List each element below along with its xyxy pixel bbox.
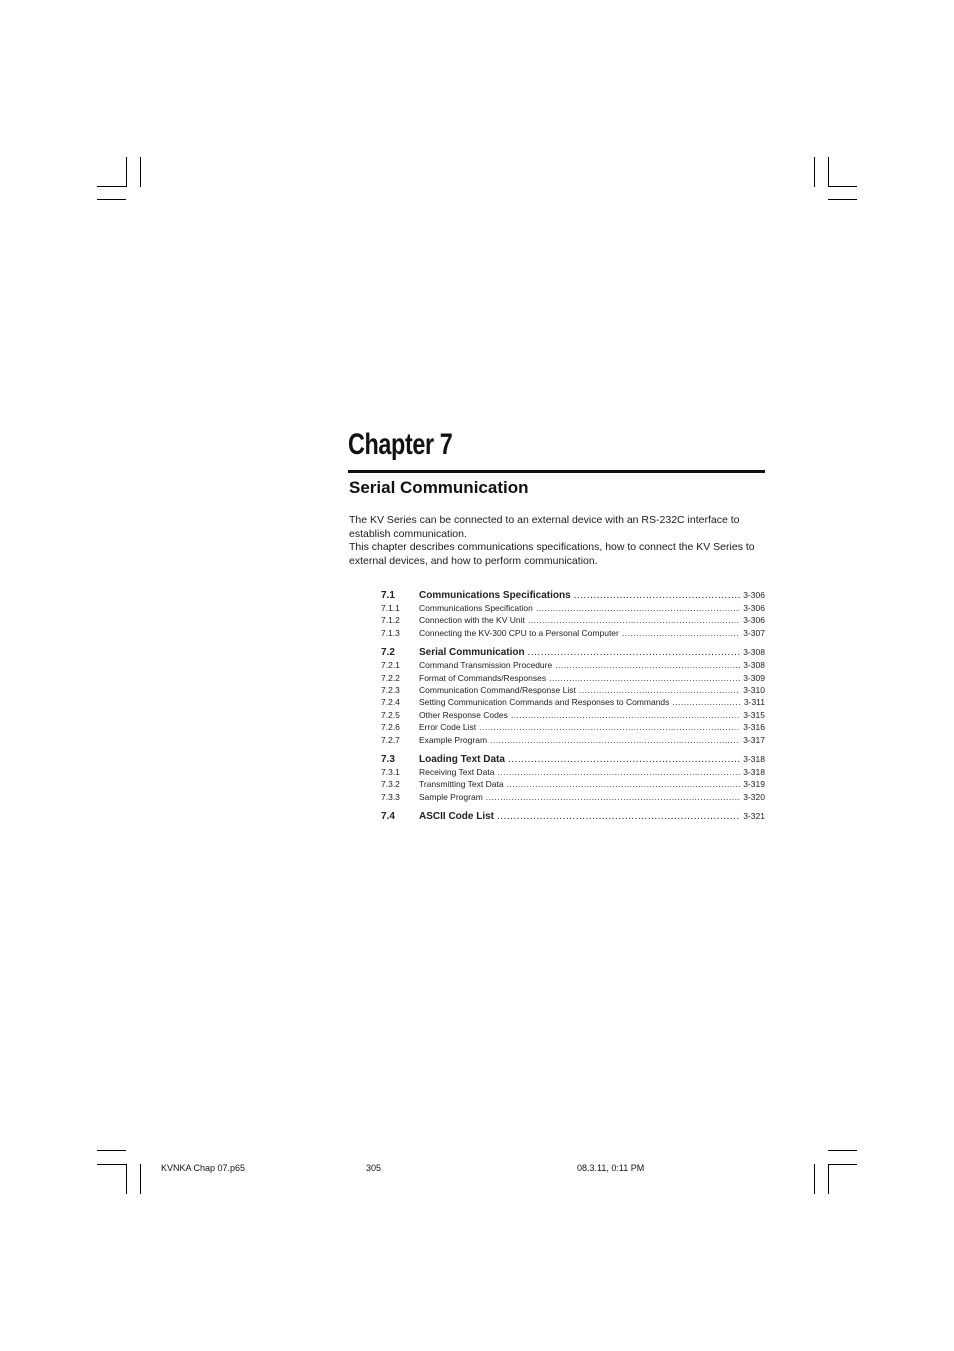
toc-leader-dots <box>574 589 741 603</box>
crop-mark <box>814 1164 815 1194</box>
table-of-contents <box>381 588 765 829</box>
toc-section-row[interactable] <box>381 809 765 823</box>
toc-entry-row[interactable] <box>381 672 765 684</box>
toc-title: Receiving Text Data <box>419 766 495 777</box>
toc-number: 7.3.1 <box>381 766 400 777</box>
toc-entry-row[interactable] <box>381 659 765 671</box>
toc-page: 3-318 <box>743 753 765 764</box>
toc-leader-dots <box>497 810 740 824</box>
toc-leader-dots <box>497 766 740 778</box>
toc-page: 3-320 <box>743 791 765 802</box>
toc-number: 7.2.5 <box>381 709 400 720</box>
toc-page: 3-307 <box>743 627 765 638</box>
toc-title: Error Code List <box>419 722 477 733</box>
intro-paragraph: This chapter describes communications specifications, how to connect the KV Series to external devices, and how to perform communication. <box>349 541 755 568</box>
toc-title: Setting Communication Commands and Responses to Commands <box>419 697 670 708</box>
toc-entry-row[interactable] <box>381 778 765 790</box>
toc-leader-dots <box>511 709 740 721</box>
crop-mark <box>814 157 815 187</box>
toc-entry-row[interactable] <box>381 627 765 639</box>
toc-page: 3-306 <box>743 590 765 600</box>
toc-page: 3-306 <box>743 615 765 626</box>
chapter-title: Chapter 7 <box>348 428 453 461</box>
toc-page: 3-309 <box>743 672 765 683</box>
toc-title: Example Program <box>419 734 488 745</box>
toc-entry-row[interactable] <box>381 709 765 721</box>
crop-mark <box>97 1150 126 1151</box>
toc-title: Loading Text Data <box>419 753 505 765</box>
toc-number: 7.1 <box>381 590 395 601</box>
toc-page: 3-308 <box>743 647 765 658</box>
toc-entry-row[interactable] <box>381 602 765 614</box>
toc-entry-row[interactable] <box>381 721 765 733</box>
toc-number: 7.2.3 <box>381 684 400 695</box>
toc-title: Format of Commands/Responses <box>419 672 547 683</box>
toc-leader-dots <box>536 602 740 614</box>
toc-number: 7.2.4 <box>381 697 400 708</box>
crop-mark <box>97 199 126 200</box>
toc-page: 3-318 <box>743 766 765 777</box>
crop-mark <box>126 157 127 187</box>
crop-mark <box>828 1150 857 1151</box>
crop-mark <box>828 1164 829 1194</box>
toc-number: 7.3 <box>381 753 395 765</box>
toc-number: 7.2.6 <box>381 722 400 733</box>
toc-page: 3-306 <box>743 603 765 613</box>
toc-page: 3-316 <box>743 722 765 733</box>
toc-leader-dots <box>508 753 740 767</box>
footer-page-number: 305 <box>366 1163 382 1173</box>
toc-title: Sample Program <box>419 791 483 802</box>
crop-mark <box>828 1164 857 1165</box>
toc-section <box>381 752 765 803</box>
toc-section <box>381 809 765 823</box>
toc-title: Connection with the KV Unit <box>419 615 525 626</box>
toc-number: 7.1.3 <box>381 627 400 638</box>
toc-title: Transmitting Text Data <box>419 779 504 790</box>
toc-entry-row[interactable] <box>381 766 765 778</box>
toc-entry-row[interactable] <box>381 734 765 746</box>
crop-mark <box>97 186 126 187</box>
toc-number: 7.2.1 <box>381 660 400 671</box>
toc-entry-row[interactable] <box>381 696 765 708</box>
crop-mark <box>140 157 141 187</box>
toc-leader-dots <box>486 791 740 803</box>
toc-entry-row[interactable] <box>381 791 765 803</box>
toc-page: 3-310 <box>743 684 765 695</box>
toc-number: 7.3.3 <box>381 791 400 802</box>
toc-entry-row[interactable] <box>381 684 765 696</box>
title-rule <box>348 470 765 473</box>
toc-page: 3-321 <box>743 811 765 822</box>
toc-page: 3-311 <box>743 697 765 708</box>
toc-number: 7.1.2 <box>381 615 400 626</box>
toc-section-row[interactable] <box>381 588 765 602</box>
toc-title: Other Response Codes <box>419 709 508 720</box>
toc-page: 3-317 <box>743 734 765 745</box>
toc-leader-dots <box>672 696 740 708</box>
toc-section-row[interactable] <box>381 752 765 766</box>
toc-title: Communications Specification <box>419 603 533 613</box>
footer-datetime: 08.3.11, 0:11 PM <box>577 1163 645 1173</box>
toc-leader-dots <box>549 672 740 684</box>
toc-entry-row[interactable] <box>381 614 765 626</box>
toc-title: Connecting the KV-300 CPU to a Personal Computer <box>419 627 619 638</box>
toc-page: 3-308 <box>743 660 765 671</box>
toc-title: Communications Specifications <box>419 590 571 601</box>
toc-title: Command Transmission Procedure <box>419 660 553 671</box>
crop-mark <box>97 1164 126 1165</box>
toc-section <box>381 588 765 639</box>
crop-mark <box>126 1164 127 1194</box>
crop-mark <box>828 157 829 187</box>
toc-leader-dots <box>479 721 740 733</box>
crop-mark <box>140 1164 141 1194</box>
toc-leader-dots <box>622 627 740 639</box>
intro-paragraph: The KV Series can be connected to an external device with an RS-232C interface to establish communication. <box>349 514 740 540</box>
toc-title: ASCII Code List <box>419 811 495 823</box>
toc-leader-dots <box>528 614 740 626</box>
toc-number: 7.2.7 <box>381 734 400 745</box>
toc-section <box>381 645 765 746</box>
toc-number: 7.2 <box>381 647 395 659</box>
toc-leader-dots <box>579 684 740 696</box>
chapter-subtitle: Serial Communication <box>349 478 529 497</box>
toc-number: 7.1.1 <box>381 603 400 613</box>
crop-mark <box>828 199 857 200</box>
toc-leader-dots <box>528 646 741 660</box>
crop-mark <box>828 186 857 187</box>
toc-section-row[interactable] <box>381 645 765 659</box>
footer-filename: KVNKA Chap 07.p65 <box>161 1163 246 1173</box>
toc-title: Serial Communication <box>419 647 525 659</box>
toc-number: 7.3.2 <box>381 779 400 790</box>
toc-number: 7.4 <box>381 811 395 823</box>
toc-leader-dots <box>490 734 740 746</box>
chapter-intro <box>349 514 769 569</box>
toc-page: 3-319 <box>743 779 765 790</box>
toc-leader-dots <box>555 659 740 671</box>
toc-title: Communication Command/Response List <box>419 684 576 695</box>
toc-leader-dots <box>507 778 741 790</box>
toc-number: 7.2.2 <box>381 672 400 683</box>
toc-page: 3-315 <box>743 709 765 720</box>
